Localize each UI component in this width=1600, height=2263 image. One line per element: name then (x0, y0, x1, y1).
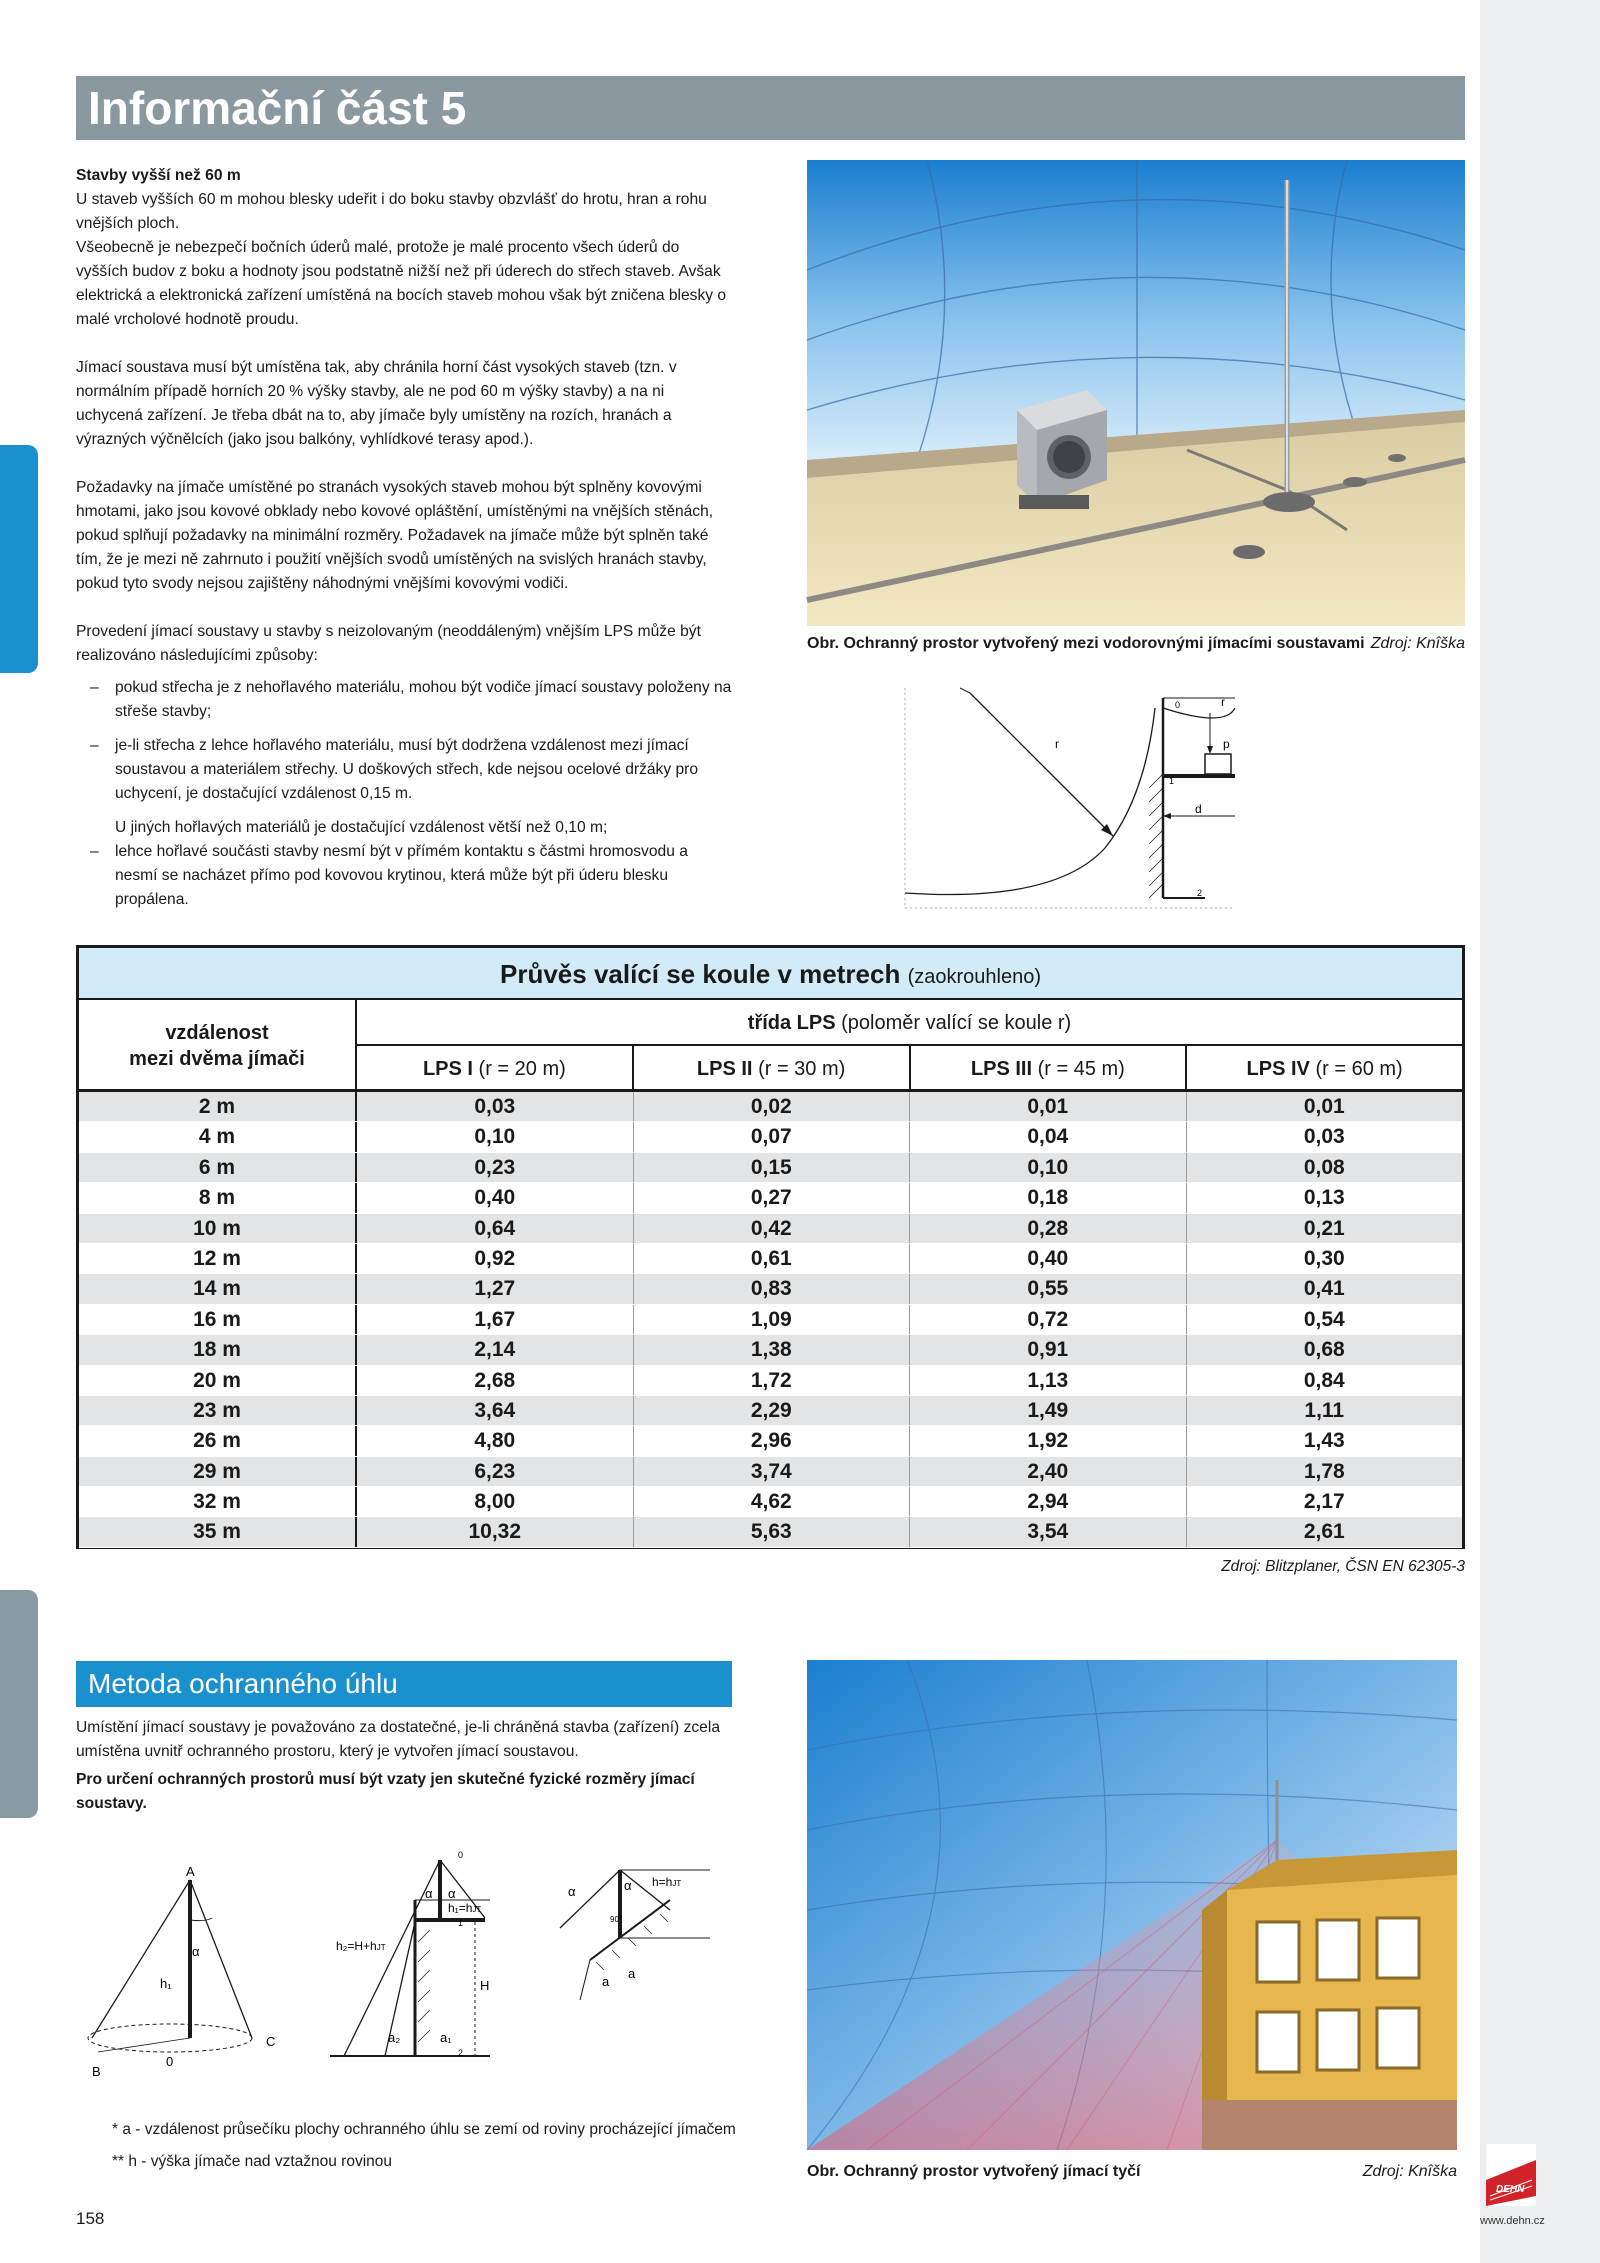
table-row (79, 1305, 1462, 1335)
cell-sag-value: 1,67 (357, 1305, 634, 1334)
cell-sag-value: 0,13 (1303, 1186, 1345, 1210)
roof-label-alpha-2: α (624, 1878, 632, 1893)
bld-label-level-1: 1 (458, 1918, 464, 1928)
rod-protection-photo (807, 1660, 1457, 2150)
cell-sag-value: 2,17 (1303, 1490, 1345, 1514)
cone-label-A: A (186, 1864, 195, 1879)
table-row (79, 1244, 1462, 1274)
figure2-source: Zdroj: Knîška (1362, 2163, 1457, 2180)
bld-label-a1: a₁ (440, 2030, 452, 2045)
cell-sag-value: 0,84 (1303, 1368, 1345, 1392)
list-item: – pokud střecha je z nehořlavého materiálu, mohou být vodiče jímací soustavy položeny na střeše stavby; (76, 676, 734, 724)
cone-diagram (88, 1864, 275, 2079)
cell-distance: 16 m (79, 1305, 357, 1334)
cell-sag-value: 0,61 (634, 1244, 911, 1273)
col-header-lps-3: LPS III (r = 45 m) (911, 1046, 1188, 1092)
cell-distance: 18 m (79, 1335, 357, 1364)
method-list (76, 676, 734, 806)
table-title-main: Průvěs valící se koule v metrech (500, 959, 901, 989)
section-paragraph-2: Pro určení ochranných prostorů musí být vzaty jen skutečné fyzické rozměry jímací soustavy. (76, 1771, 695, 1812)
cell-distance: 23 m (79, 1396, 357, 1425)
section-paragraph-1: Umístění jímací soustavy je považováno za dostatečné, je-li chráněná stavba (zařízení) zcela umístěna uvnitř ochranného prostoru, který je vytvořen jímací soustavou. (76, 1719, 720, 1760)
cone-label-C: C (266, 2034, 276, 2049)
roof-photo-illustration (807, 160, 1465, 626)
list-note: U jiných hořlavých materiálů je dostačující vzdálenost větší než 0,10 m; (115, 819, 608, 836)
cell-sag-value: 0,04 (910, 1122, 1187, 1151)
cell-distance: 26 m (79, 1426, 357, 1455)
table-title-sub: (zaokrouhleno) (907, 966, 1041, 988)
cell-sag-value: 3,64 (357, 1396, 634, 1425)
label-level-2: 2 (1197, 888, 1203, 898)
roof-label-a1: a (602, 1974, 610, 1989)
label-level-0: 0 (1175, 700, 1181, 710)
cell-sag-value: 0,10 (357, 1122, 634, 1151)
table-row (79, 1092, 1462, 1122)
table-row (79, 1457, 1462, 1487)
table-row (79, 1274, 1462, 1304)
table-row (79, 1396, 1462, 1426)
cell-sag-value: 0,54 (1303, 1307, 1345, 1331)
protective-angle-diagrams (80, 1850, 735, 2080)
cell-sag-value: 1,49 (910, 1396, 1187, 1425)
cell-sag-value: 3,74 (634, 1457, 911, 1486)
cell-sag-value: 2,96 (634, 1426, 911, 1455)
figure2-caption-text: Obr. Ochranný prostor vytvořený jímací tyčí (807, 2163, 1141, 2180)
cell-sag-value: 0,15 (634, 1153, 911, 1182)
cell-sag-value: 0,10 (910, 1153, 1187, 1182)
cone-label-alpha: α (192, 1944, 200, 1959)
cell-sag-value: 0,03 (1303, 1125, 1345, 1149)
figure1-source: Zdroj: Knîška (1370, 635, 1465, 652)
cell-sag-value: 1,13 (910, 1366, 1187, 1395)
cell-sag-value: 0,23 (357, 1153, 634, 1182)
cell-sag-value: 1,92 (910, 1426, 1187, 1455)
roof-label-90: 90° (610, 1915, 623, 1924)
roof-label-hhjt: h=hJT (652, 1875, 682, 1889)
cell-sag-value: 5,63 (634, 1517, 911, 1546)
lps-class-sub: (poloměr valící se koule r) (841, 1012, 1072, 1034)
cell-distance: 2 m (79, 1092, 357, 1121)
bld-label-h1hjt: h₁=hJT (448, 1901, 482, 1915)
section-text (76, 1716, 734, 1816)
bld-label-alpha-2: α (448, 1886, 456, 1901)
col-header-lps-4: LPS IV (r = 60 m) (1246, 1058, 1403, 1080)
chapter-tab-blue (0, 445, 38, 673)
list-item: – lehce hořlavé součásti stavby nesmí být v přímém kontaktu s částmi hromosvodu a nesmí se nacházet přímo pod kovovou krytinou, která může být při úderu blesku propálena. (76, 840, 734, 912)
distance-header-line-2: mezi dvěma jímači (129, 1048, 305, 1070)
table-source: Zdroj: Blitzplaner, ČSN EN 62305-3 (1221, 1558, 1465, 1575)
bld-label-alpha-1: α (425, 1886, 433, 1901)
cell-sag-value: 0,18 (910, 1183, 1187, 1212)
label-d: d (1195, 802, 1202, 816)
intro-paragraph-3: Jímací soustava musí být umístěna tak, aby chránila horní část vysokých staveb (tzn. v normálním případě horních 20 % výšky stavby, ale ne pod 60 m výšky stavby) a na ni uchycená zařízení. Je třeba dbát na to, aby jímače byly umístěny na rozích, hranách a výrazných výčnělcích (jako jsou balkóny, vyhlídkové terasy apod.). (76, 359, 677, 448)
cell-distance: 29 m (79, 1457, 357, 1486)
cell-sag-value: 0,02 (634, 1092, 911, 1121)
figure1-caption (807, 634, 1465, 654)
table-row (79, 1517, 1462, 1547)
cell-sag-value: 1,43 (1303, 1429, 1345, 1453)
cone-label-h1: h₁ (160, 1976, 172, 1991)
cell-sag-value: 1,11 (1304, 1398, 1345, 1422)
cell-sag-value: 3,54 (910, 1517, 1187, 1546)
cell-sag-value: 1,09 (634, 1305, 911, 1334)
table-row (79, 1214, 1462, 1244)
bld-label-a2: a₂ (388, 2030, 401, 2045)
chapter-tab-grey (0, 1590, 38, 1818)
rolling-sphere-diagram (905, 688, 1235, 912)
figure1-caption-text: Obr. Ochranný prostor vytvořený mezi vodorovnými jímacími soustavami (807, 635, 1365, 652)
cell-sag-value: 0,64 (357, 1214, 634, 1243)
cell-distance: 4 m (79, 1122, 357, 1151)
table-row (79, 1335, 1462, 1365)
bld-label-level-0: 0 (458, 1850, 464, 1860)
cell-sag-value: 1,72 (634, 1366, 911, 1395)
cell-sag-value: 0,55 (910, 1274, 1187, 1303)
website-url: www.dehn.cz (1480, 2215, 1545, 2227)
cell-sag-value: 0,01 (910, 1092, 1187, 1121)
cell-sag-value: 4,62 (634, 1487, 911, 1516)
bld-label-level-2: 2 (458, 2048, 464, 2058)
cell-distance: 6 m (79, 1153, 357, 1182)
cell-sag-value: 1,38 (634, 1335, 911, 1364)
cell-sag-value: 0,83 (634, 1274, 911, 1303)
inclined-roof-diagram (560, 1870, 710, 2000)
lps-class-label: třída LPS (747, 1012, 836, 1034)
cell-sag-value: 0,92 (357, 1244, 634, 1273)
table-row (79, 1487, 1462, 1517)
footnote-1: * a - vzdálenost průsečíku plochy ochranného úhlu se zemí od roviny procházející jímačem (112, 2121, 736, 2138)
intro-paragraph-5: Provedení jímací soustavy u stavby s neizolovaným (neoddáleným) vnějším LPS může být realizováno následujícími způsoby: (76, 623, 701, 664)
cell-sag-value: 0,08 (1303, 1155, 1345, 1179)
label-r: r (1055, 737, 1059, 751)
intro-paragraph-2: Všeobecně je nebezpečí bočních úderů malé, protože je malé procento všech úderů do vyšších budov z boku a hodnoty jsou podstatně nižší než při úderech do střech staveb. Avšak elektrická a elektronická zařízení umístěná na bocích staveb mohou však být zničena blesky o malé vrcholové hodnotě proudu. (76, 239, 727, 328)
cell-sag-value: 0,07 (634, 1122, 911, 1151)
table-body (79, 1092, 1462, 1548)
label-r-top: r (1221, 695, 1225, 709)
label-level-1: 1 (1169, 776, 1175, 786)
cell-distance: 32 m (79, 1487, 357, 1516)
intro-paragraph-4: Požadavky na jímače umístěné po stranách vysokých staveb mohou být splněny kovovými hmotami, jako jsou kovové obklady nebo kovové opláštění, umístěnými na vnějších stěnách, pokud splňují požadavky na minimální rozměry. Požadavek na jímače může být splněn také tím, že je mezi ně zahrnuto i použití vnějších svodů umístěných na svislých hranách stavby, pokud tyto svody nejsou zajištěny náhodnými vnějšími kovovými vodiči. (76, 479, 714, 592)
cell-sag-value: 0,21 (1303, 1216, 1345, 1240)
table-row (79, 1426, 1462, 1456)
col-header-lps-1: LPS I (r = 20 m) (357, 1046, 634, 1092)
roof-label-alpha-1: α (568, 1884, 576, 1899)
intro-text (76, 164, 734, 922)
sag-table (76, 945, 1465, 1549)
cell-sag-value: 2,14 (357, 1335, 634, 1364)
cell-sag-value: 0,27 (634, 1183, 911, 1212)
intro-paragraph-1: U staveb vyšších 60 m mohou blesky udeřit i do boku stavby obzvlášť do hrotu, hran a rohu vnějších ploch. (76, 191, 707, 232)
cell-sag-value: 0,72 (910, 1305, 1187, 1334)
cell-distance: 14 m (79, 1274, 357, 1303)
cell-sag-value: 0,40 (357, 1183, 634, 1212)
cell-distance: 10 m (79, 1214, 357, 1243)
cell-sag-value: 0,91 (910, 1335, 1187, 1364)
rod-protection-illustration (807, 1660, 1457, 2150)
col-header-lps-2: LPS II (r = 30 m) (634, 1046, 911, 1092)
footnote-2: ** h - výška jímače nad vztažnou rovinou (112, 2153, 392, 2170)
lps-columns (357, 1046, 1462, 1092)
cell-sag-value: 4,80 (357, 1426, 634, 1455)
roof-photo (807, 160, 1465, 626)
cell-sag-value: 2,40 (910, 1457, 1187, 1486)
label-p: p (1223, 737, 1230, 751)
dehn-logo-text: DEHN (1496, 2184, 1525, 2195)
cell-sag-value: 2,61 (1303, 1520, 1345, 1544)
table-row (79, 1366, 1462, 1396)
cell-sag-value: 0,42 (634, 1214, 911, 1243)
cell-sag-value: 2,94 (910, 1487, 1187, 1516)
cell-distance: 12 m (79, 1244, 357, 1273)
dehn-logo (1482, 2140, 1540, 2220)
cell-distance: 20 m (79, 1366, 357, 1395)
table-header (79, 1000, 1462, 1092)
cell-sag-value: 0,40 (910, 1244, 1187, 1273)
distance-header-line-1: vzdálenost (165, 1022, 269, 1044)
bld-label-h2: h₂=H+hJT (336, 1939, 386, 1953)
cell-sag-value: 0,01 (1303, 1095, 1345, 1118)
cell-sag-value: 0,03 (357, 1092, 634, 1121)
page-title: Informační část 5 (76, 76, 1465, 140)
cell-sag-value: 1,78 (1303, 1459, 1345, 1483)
cell-sag-value: 2,29 (634, 1396, 911, 1425)
roof-label-a2: a (628, 1966, 636, 1981)
cell-distance: 35 m (79, 1517, 357, 1546)
figure2-caption (807, 2162, 1457, 2182)
building-diagram (330, 1850, 490, 2058)
cell-sag-value: 0,68 (1303, 1338, 1345, 1362)
footnotes (112, 2114, 736, 2178)
list-item: – je-li střecha z lehce hořlavého materiálu, musí být dodržena vzdálenost mezi jímací soustavou a materiálem střechy. U doškových střech, kde nejsou ocelové držáky pro uchycení, je dostačující vzdálenost 0,15 m. (76, 734, 734, 806)
cell-sag-value: 8,00 (357, 1487, 634, 1516)
lps-class-header (357, 1000, 1462, 1046)
table-row (79, 1153, 1462, 1183)
table-row (79, 1122, 1462, 1152)
table-col-distance-header (79, 1000, 357, 1092)
cell-sag-value: 0,30 (1303, 1246, 1345, 1270)
bld-label-H: H (480, 1978, 490, 1993)
intro-heading: Stavby vyšší než 60 m (76, 167, 241, 184)
cell-sag-value: 0,28 (910, 1214, 1187, 1243)
cell-sag-value: 6,23 (357, 1457, 634, 1486)
page-number: 158 (76, 2209, 105, 2228)
cell-distance: 8 m (79, 1183, 357, 1212)
cone-label-O: 0 (166, 2054, 174, 2069)
cell-sag-value: 1,27 (357, 1274, 634, 1303)
side-strip (1480, 0, 1600, 2263)
table-title (79, 948, 1462, 1000)
method-list-2 (76, 840, 734, 912)
cone-label-B: B (92, 2064, 101, 2079)
cell-sag-value: 0,41 (1303, 1277, 1345, 1301)
table-row (79, 1183, 1462, 1213)
section-title: Metoda ochranného úhlu (76, 1661, 732, 1707)
cell-sag-value: 10,32 (357, 1517, 634, 1546)
cell-sag-value: 2,68 (357, 1366, 634, 1395)
